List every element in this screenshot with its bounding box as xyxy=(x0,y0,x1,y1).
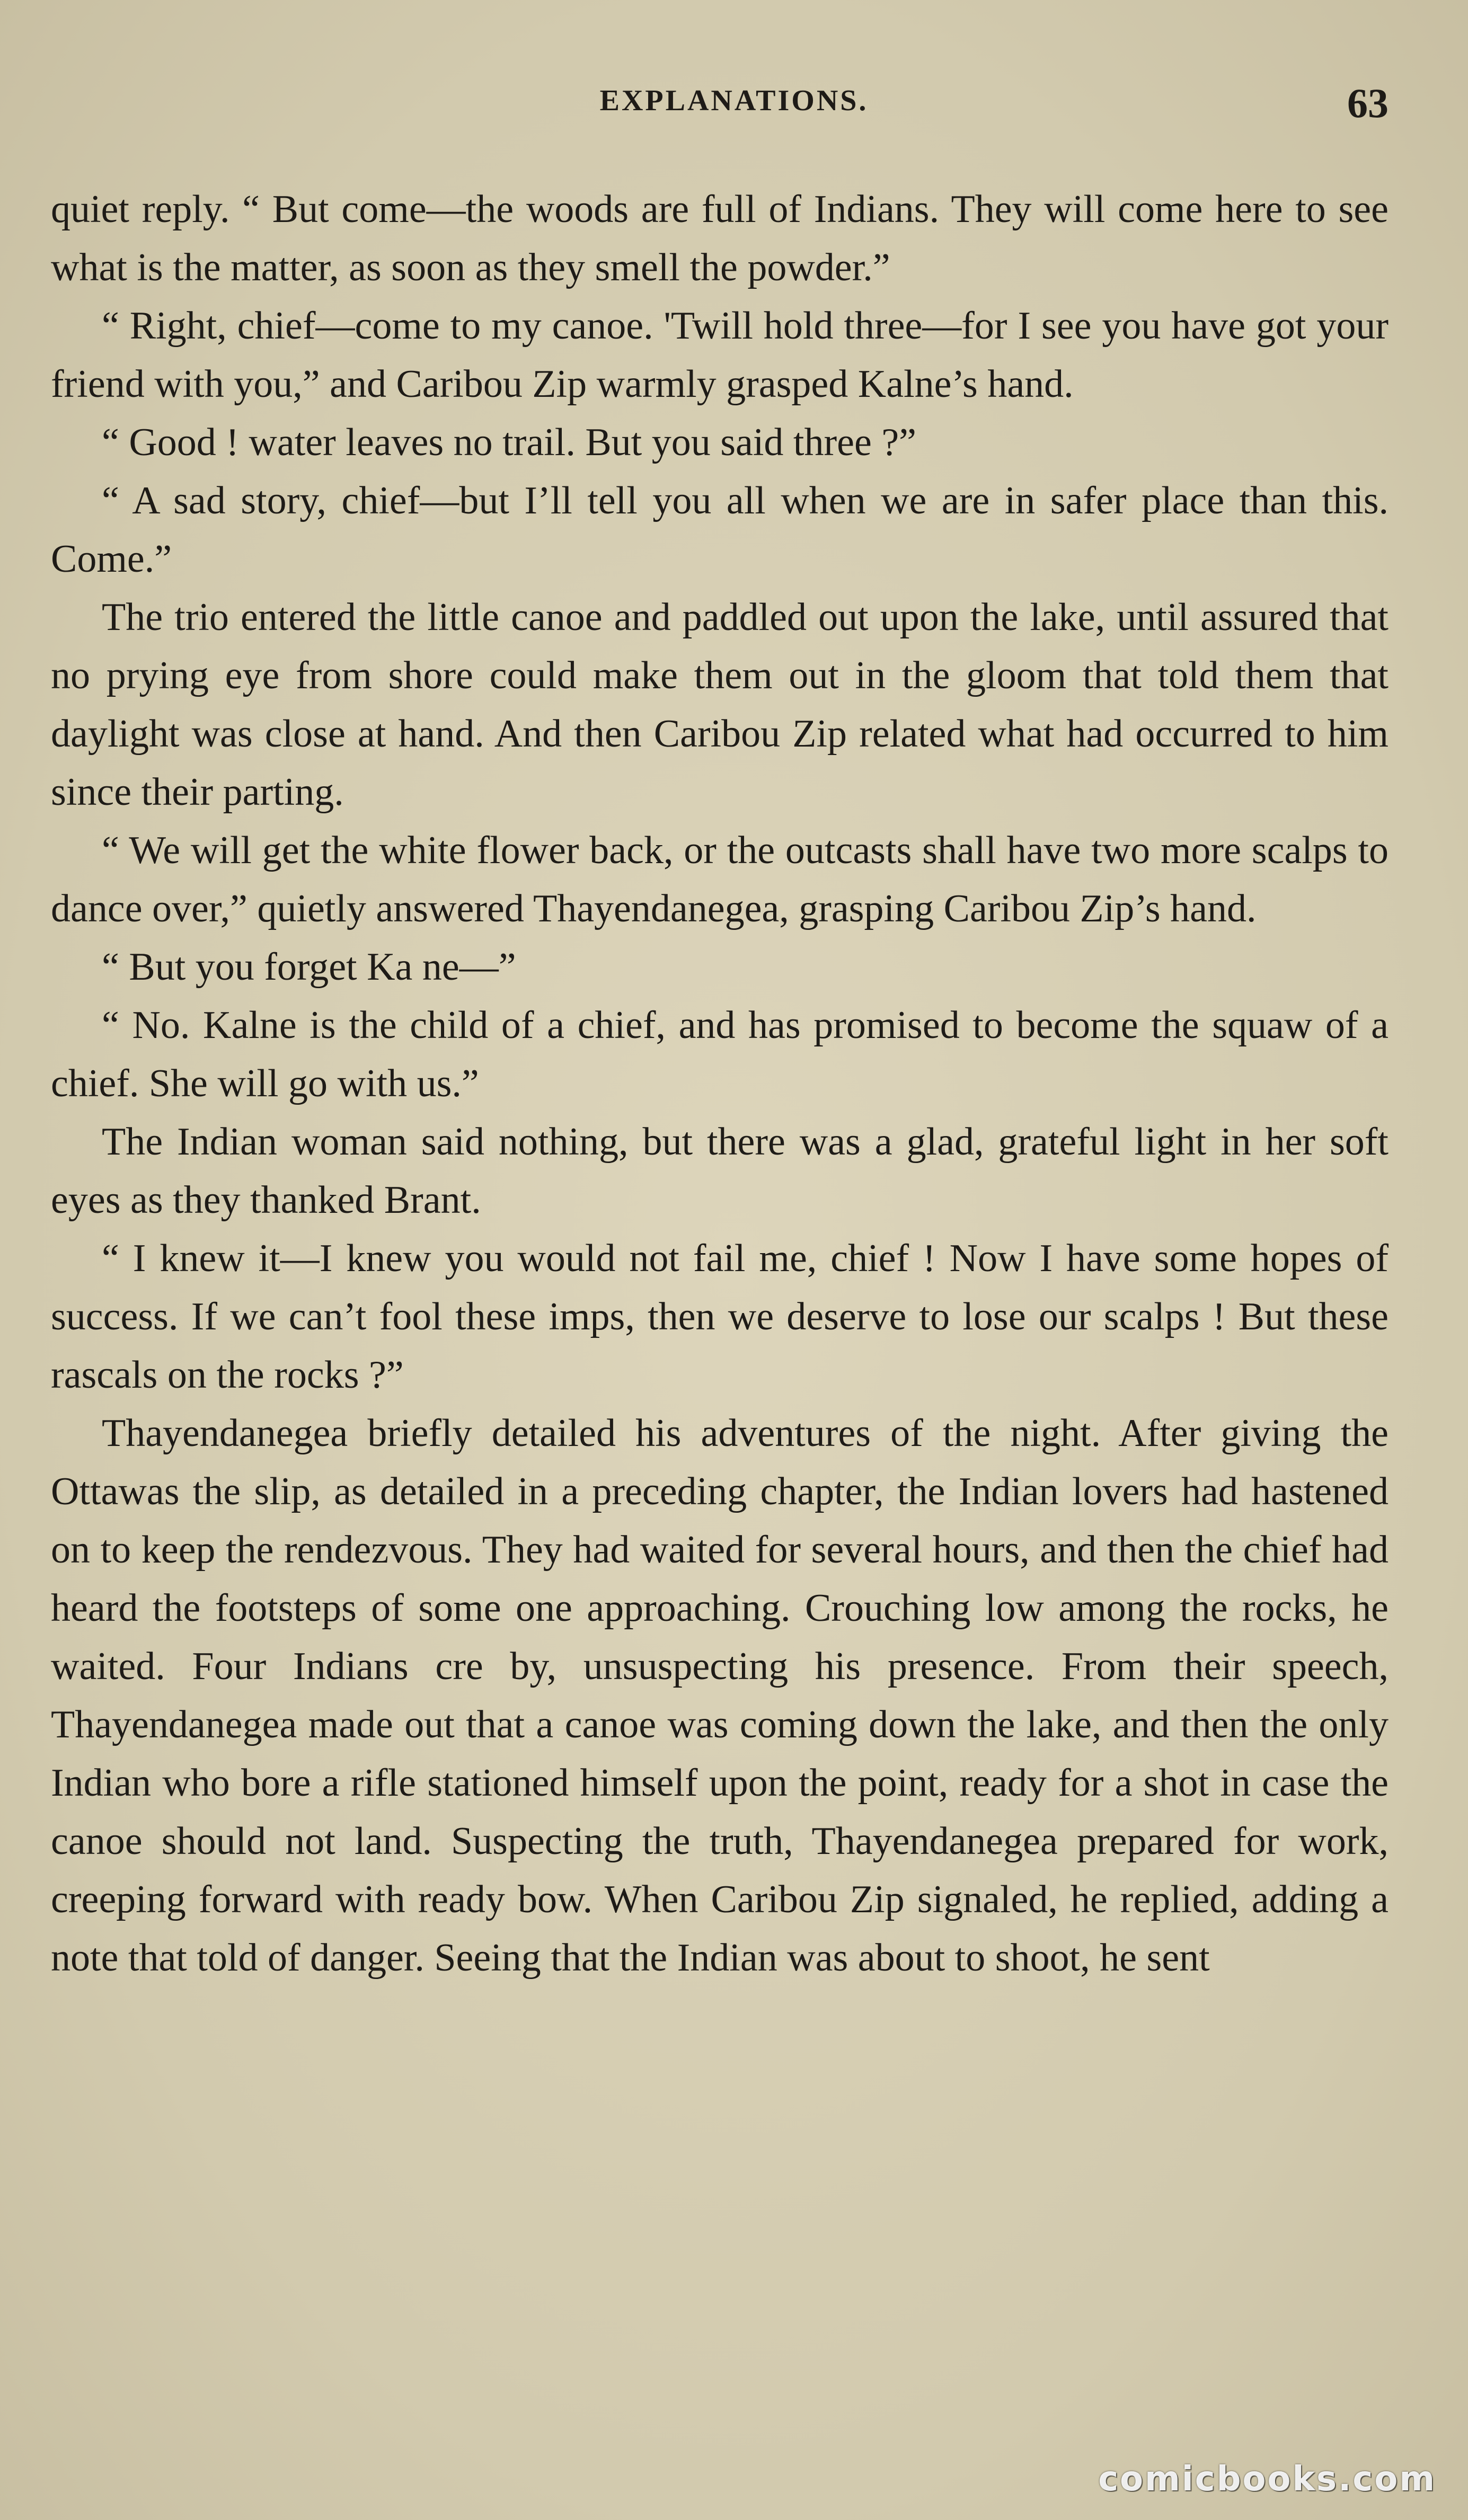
page-number: 63 xyxy=(1347,80,1389,126)
paragraph: quiet reply. “ But come—the woods are full of Indians. They will come here to see what is the matter, as soon as they smell the powder.” xyxy=(51,188,1389,289)
paragraph: The Indian woman said nothing, but there was a glad, grateful light in her soft eyes as they thanked Brant. xyxy=(51,1120,1389,1222)
paragraph: “ A sad story, chief—but I’ll tell you all when we are in safer place than this. Come.” xyxy=(51,479,1389,581)
running-title: EXPLANATIONS. xyxy=(599,84,869,117)
paragraph: “ But you forget Ka ne—” xyxy=(102,945,516,989)
paragraph: “ We will get the white flower back, or the outcasts shall have two more scalps to dance over,” quietly answered Thayendanegea, grasping Caribou Zip’s hand. xyxy=(51,829,1389,930)
paragraph: “ No. Kalne is the child of a chief, and has promised to become the squaw of a chief. She will go with us.” xyxy=(51,1004,1389,1105)
paragraph: “ Good ! water leaves no trail. But you said three ?” xyxy=(102,421,917,464)
paragraph: Thayendanegea briefly detailed his adventures of the night. After giving the Ottawas the slip, as detailed in a preceding chapter, the Indian lovers had hastened on to keep the rendezvous. They had waited for several hours, and then the chief had heard the footsteps of some one approaching. Crouching low among the rocks, he waited. Four Indians cre by, unsuspecting his presence. From their speech, Thayendanegea made out that a canoe was coming down the lake, and then the only Indian who bore a rifle stationed himself upon the point, ready for a shot in case the canoe should not land. Suspecting the truth, Thayendanegea prepared for work, creeping forward with ready bow. When Caribou Zip signaled, he replied, adding a note that told of danger. Seeing that the Indian was about to shoot, he sent xyxy=(51,1412,1389,1980)
body-text xyxy=(51,180,1389,1987)
paragraph: The trio entered the little canoe and paddled out upon the lake, until assured that no prying eye from shore could make them out in the gloom that told them that daylight was close at hand. And then Caribou Zip related what had occurred to him since their parting. xyxy=(51,596,1389,814)
paragraph: “ I knew it—I knew you would not fail me, chief ! Now I have some hopes of success. If we can’t fool these imps, then we deserve to lose our scalps ! But these rascals on the rocks ?” xyxy=(51,1237,1389,1397)
watermark: comicbooks.com xyxy=(1098,2460,1436,2499)
paragraph: “ Right, chief—come to my canoe. 'Twill hold three—for I see you have got your friend with you,” and Caribou Zip warmly grasped Kalne’s hand. xyxy=(51,304,1389,406)
running-head xyxy=(0,79,1468,126)
